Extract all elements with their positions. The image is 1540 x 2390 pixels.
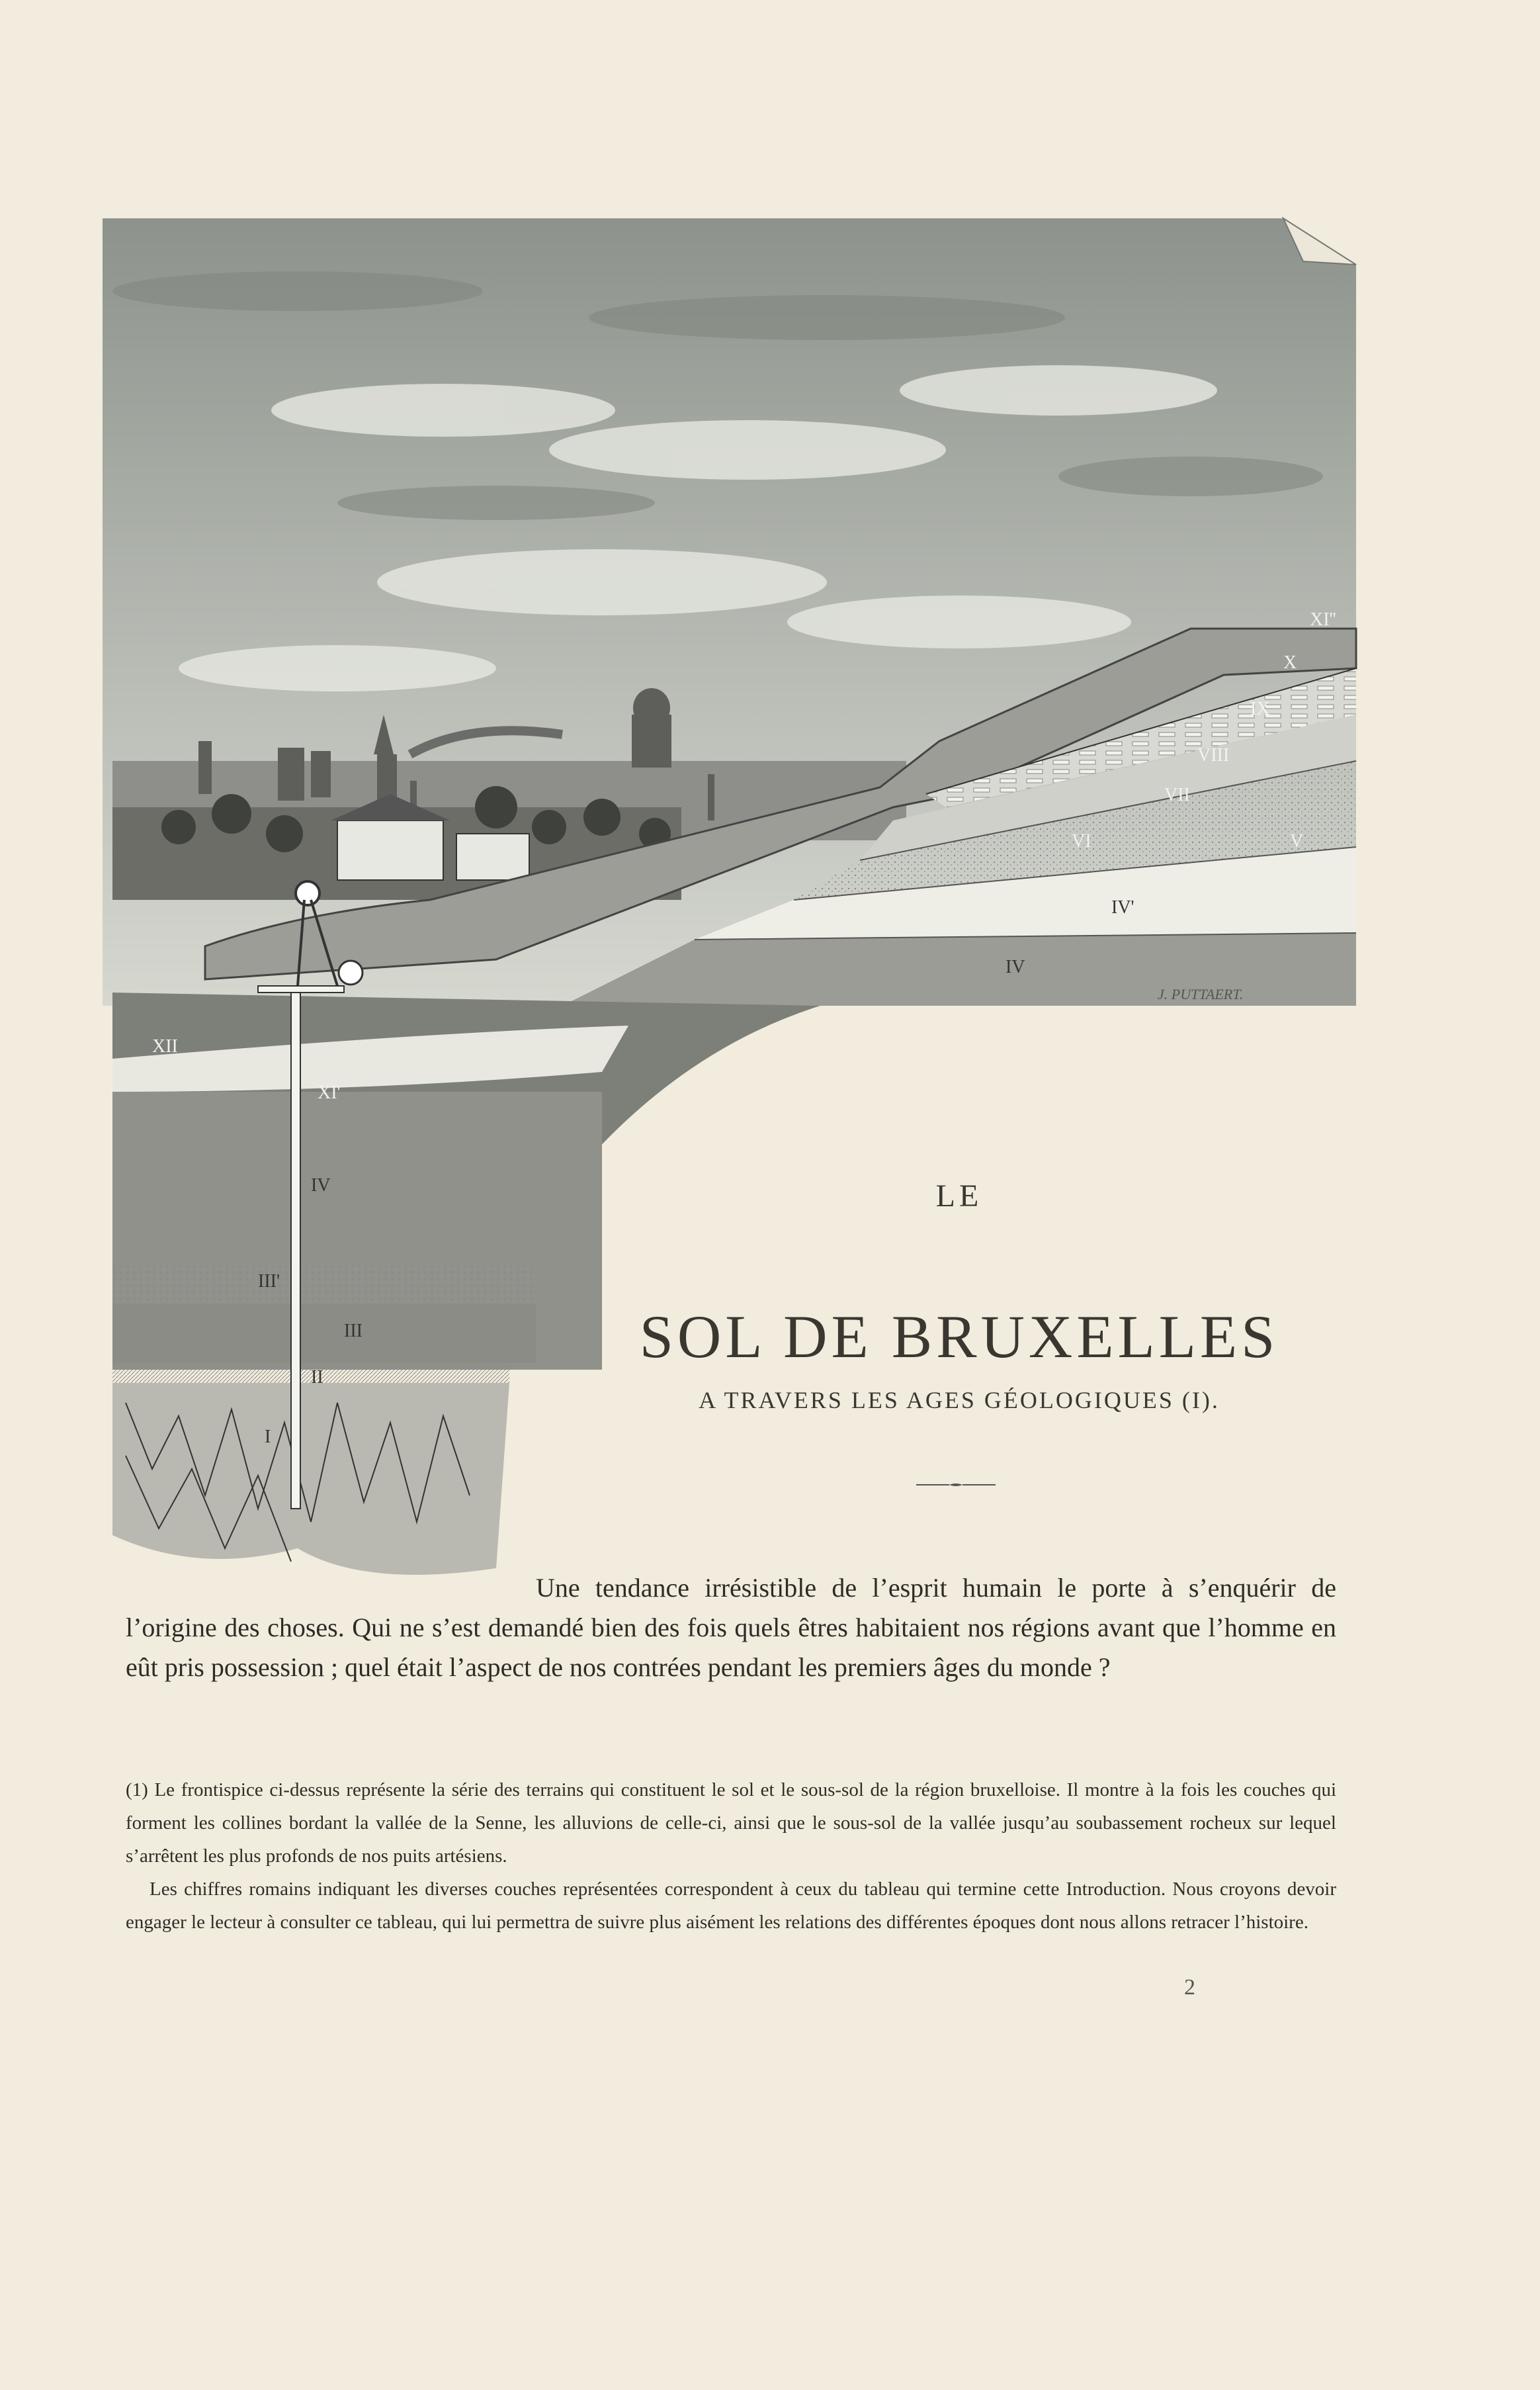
footnote: [126, 1773, 1336, 1939]
svg-text:X: X: [1283, 652, 1297, 673]
svg-text:XI'': XI'': [1310, 609, 1336, 630]
svg-text:XII: XII: [152, 1036, 178, 1057]
svg-text:IV: IV: [311, 1175, 331, 1196]
svg-text:VI: VI: [1072, 831, 1091, 852]
svg-text:II: II: [311, 1367, 323, 1388]
footnote-paragraph-2: Les chiffres romains indiquant les diverses couches représentées correspondent à ceux du tableau qui termine cette Introduction. Nous croyons devoir engager le lecteur à consulter ce tableau, qui lui permettra de suivre plus aisément les relations des différentes époques dont nous allons retracer l’histoire.: [126, 1879, 1336, 1933]
svg-text:IV: IV: [1005, 957, 1025, 977]
svg-text:III: III: [344, 1321, 363, 1341]
page-number: 2: [1184, 1975, 1195, 2000]
body-text: [126, 1568, 1336, 1687]
svg-text:I: I: [265, 1427, 271, 1447]
svg-text:XI': XI': [318, 1083, 341, 1103]
svg-text:VII: VII: [1164, 785, 1190, 805]
strata-column-left: [112, 993, 820, 1575]
svg-text:III': III': [258, 1271, 280, 1292]
title-article: LE: [935, 1178, 983, 1214]
ornament-divider: [916, 1482, 996, 1487]
svg-text:V: V: [1290, 831, 1304, 852]
page-title: SOL DE BRUXELLES: [639, 1302, 1279, 1370]
body-paragraph: Une tendance irrésistible de l’esprit humain le porte à s’enquérir de l’origine des choses. Qui ne s’est demandé bien des fois quels êtres habitaient nos régions avant que l’homme en eût pris possession ; quel était l’aspect de nos contrées pendant les premiers âges du monde ?: [126, 1573, 1336, 1682]
footnote-paragraph-1: (1) Le frontispice ci-dessus représente la série des terrains qui constituent le sol et le sous-sol de la région bruxelloise. Il montre à la fois les couches qui forment les collines bordant la vallée de la Senne, les alluvions de celle-ci, ainsi que le sous-sol de la vallée jusqu’au soubassement rocheux sur lequel s’arrêtent les plus profonds de nos puits artésiens.: [126, 1779, 1336, 1867]
svg-text:IX: IX: [1250, 699, 1270, 719]
page-subtitle: A TRAVERS LES AGES GÉOLOGIQUES (I).: [699, 1387, 1220, 1413]
svg-text:IV': IV': [1111, 897, 1134, 918]
engraver-signature: J. PUTTAERT.: [1158, 986, 1244, 1002]
svg-text:VIII: VIII: [1197, 745, 1230, 766]
geological-frontispiece-engraving: [99, 212, 1363, 1588]
